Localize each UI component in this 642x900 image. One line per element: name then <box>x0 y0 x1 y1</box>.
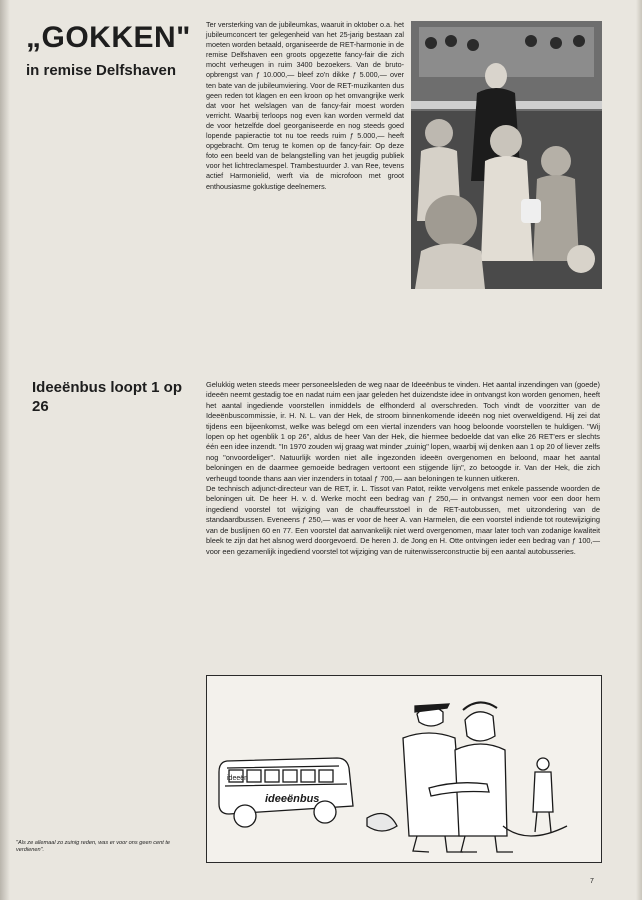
article2-paragraph: Gelukkig weten steeds meer personeelsleden de weg naar de Ideeënbus te vinden. Het aantal inzendingen van (goede) ideeën neemt gestadig toe en nadat ruim een jaar geleden het duizendste idee in ontvangst kon worden genomen, heeft het aantal ingediende voorstellen inmiddels de elfhonderd al overschreden. Toch vindt de voorzitter van de Ideeënbuscommissie, ir. H. N. L. van der Hek, de stroom binnenkomende ideeën nog niet overweldigend. Hij zei dat tijdens een bijeenkomst, welke was belegd om een viertal inzenders van hoog beloonde voorstellen te huldigen. "Wij lopen op het ogenblik 1 op 26", aldus de heer Van der Hek, die hiermee bedoelde dat van elke 26 RET'ers er slechts één een idee inzendt. "In 1970 zouden wij graag wat minder „zuinig" lopen, waarbij wij denken aan 1 op 20 of liever zelfs nog "onvoordeliger". Natuurlijk worden niet alle ingezonden ideeën overgenomen en beloond, maar het aantal beloningen en de daarmee gemoeide bedragen vertoont een stijgende lijn", zo betoogde ir. Van der Hek, die zich verheugd toonde thans aan vier inzenders in totaal ƒ 700,— aan beloningen te kunnen uitkeren. <box>206 380 600 483</box>
page-spine-shadow <box>0 0 10 900</box>
cartoon-caption: "Als ze allemaal zo zuinig reden, was er voor ons geen cent te verdienen". <box>16 840 171 853</box>
bus-side-label: ideeënbus <box>265 793 320 805</box>
page-edge-shadow <box>636 0 642 900</box>
bus-front-sign: ideeën <box>227 775 249 782</box>
article2-title: Ideeënbus loopt 1 op 26 <box>32 379 183 415</box>
article1-subtitle: in remise Delfshaven <box>26 62 177 79</box>
article2-body <box>206 380 600 557</box>
page-number: 7 <box>590 878 594 885</box>
article1-title: „GOKKEN" <box>26 21 191 54</box>
ideeenbus-cartoon <box>206 675 602 863</box>
fancy-fair-photo <box>411 21 602 289</box>
article1-body: Ter versterking van de jubileumkas, waaruit in oktober o.a. het jubileumconcert ter gelegenheid van het 25-jarig bestaan zal moeten worden betaald, organiseerde de RET-harmonie in de remise Delfshaven een groots opgezette fancy-fair die zich mocht verheugen in ruim 3400 bezoekers. Van de bruto-opbrengst van ƒ 10.000,— bleef zo'n dikke ƒ 5.000,— over ten bate van de jubileumviering. Voor de RET-muzikanten dus geen reden tot klagen en een kroon op het omvangrijke werk dat voor het welslagen van de fancy-fair moest worden verricht. Waarbij terloops nog even kan worden vermeld dat de voor hetzelfde doel georganiseerde en nog steeds goed lopende papieractie tot nu toe reeds ruim ƒ 5.000,— heeft opgebracht. Om terug te komen op de fancy-fair: Op deze foto een beeld van de belangstelling van het jeugdig publiek voor het lichtreclamespel. Trambestuurder J. van Ree, tevens actief Harmonielid, werft via de microfoon met groot enthousiasme goklustige deelnemers. <box>206 20 404 191</box>
article2-paragraph: De technisch adjunct-directeur van de RET, ir. L. Tissot van Patot, reikte vervolgens met enkele passende woorden de beloningen uit. De heer H. v. d. Werke mocht een bedrag van ƒ 250,— in ontvangst nemen voor een door hem ingediend voorstel tot wijziging van de chauffeursstoel in de RET-autobussen, met uitzondering van de standaardbussen. Eveneens ƒ 250,— was er voor de heer A. van Harmelen, die een voorstel indiende tot routewijziging van de buslijnen 60 en 77. Een voorstel dat aanvankelijk niet werd overgenomen, maar later toch van zodanige kwaliteit bleek te zijn dat het alsnog werd doorgevoerd. De heren J. de Jong en H. Otte ontvingen ieder een bedrag van ƒ 100,— voor een gezamenlijk ingediend voorstel tot wijziging van de ruitenwisserconstructie bij een aantal autobusseries. <box>206 484 600 556</box>
